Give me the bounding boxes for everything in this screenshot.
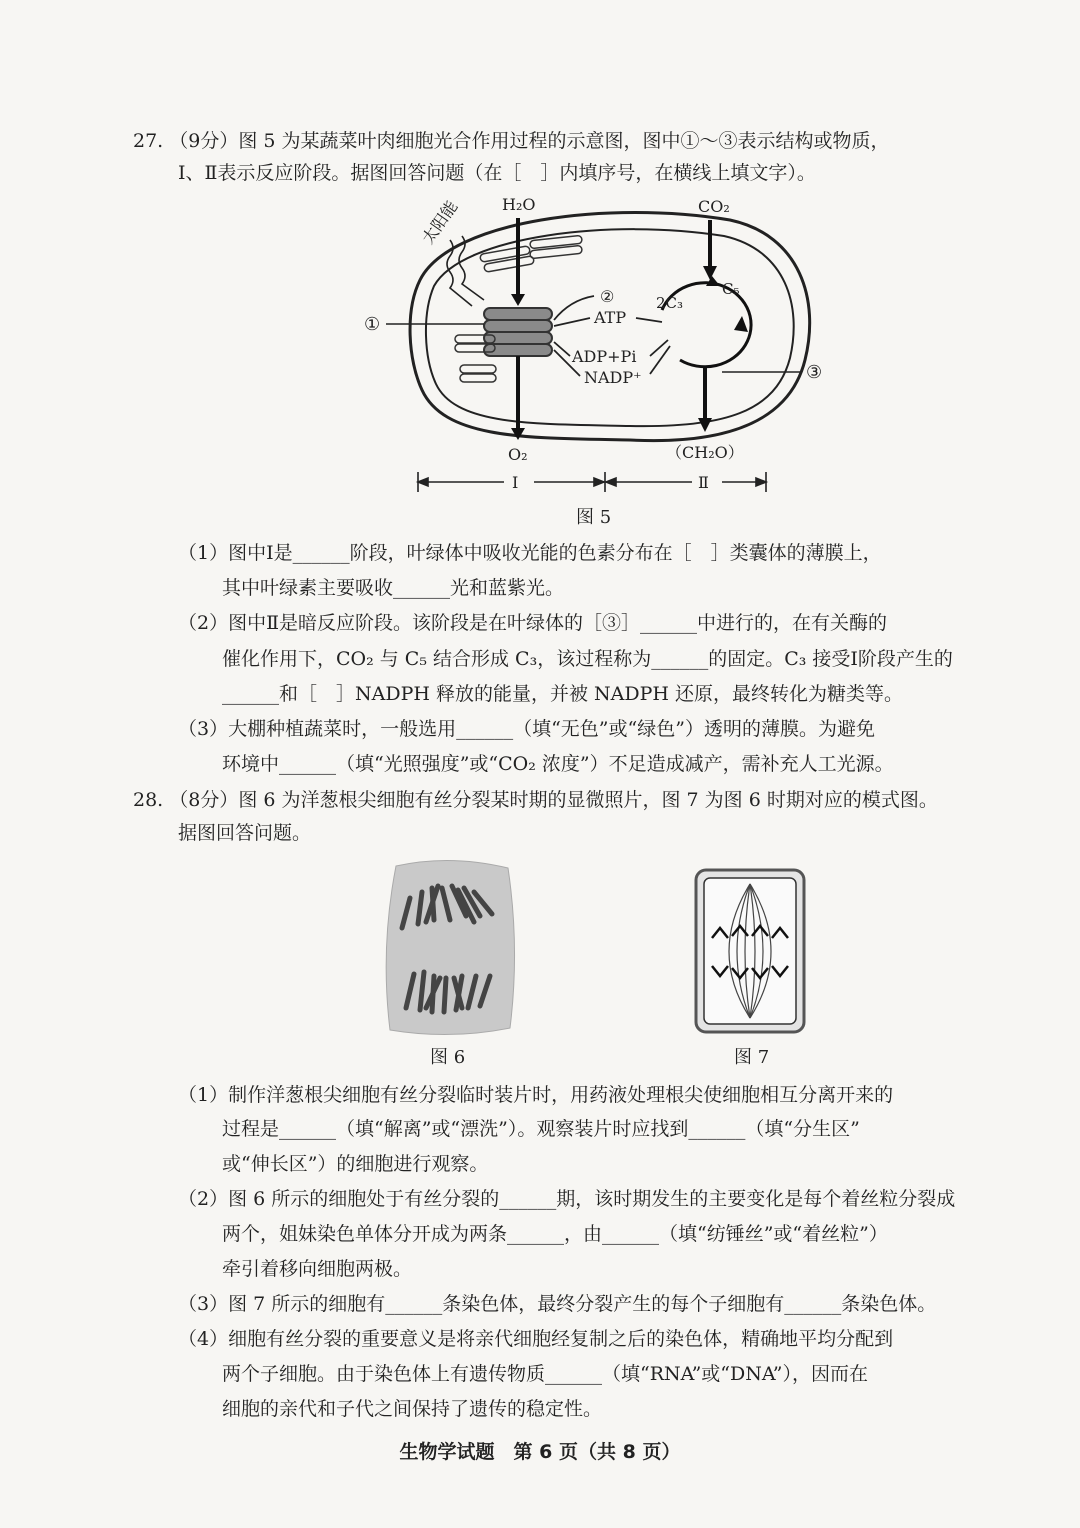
q28-sub2-line2: 两个，姐妹染色单体分开成为两条______，由______（填“纺锤丝”或“着丝粒”） <box>222 1223 888 1245</box>
stage-1-label: Ⅰ <box>512 473 519 492</box>
q27-sub3-line2: 环境中______（填“光照强度”或“CO₂ 浓度”）不足造成减产，需补充人工光源。 <box>222 753 894 775</box>
q27-sub1-line1: （1）图中Ⅰ是______阶段，叶绿体中吸收光能的色素分布在［ ］类囊体的薄膜上， <box>178 542 882 564</box>
q28-stem-line1: 28. （8分）图 6 为洋葱根尖细胞有丝分裂某时期的显微照片，图 7 为图 6 时期对应的模式图。 <box>133 789 938 811</box>
stage-2-label: Ⅱ <box>698 473 709 492</box>
q28-sub4-line1: （4）细胞有丝分裂的重要意义是将亲代细胞经复制之后的染色体，精确地平均分配到 <box>178 1328 894 1350</box>
q28-sub1-line3: 或“伸长区”）的细胞进行观察。 <box>222 1153 489 1175</box>
co2-label: CO₂ <box>698 197 730 216</box>
figure-7-caption: 图 7 <box>734 1047 770 1068</box>
atp-label: ATP <box>594 308 627 327</box>
figure-5-caption: 图 5 <box>576 507 612 528</box>
figure-7-schematic <box>694 868 806 1034</box>
mark-3-stroma: ③ <box>806 362 823 383</box>
q28-sub4-line3: 细胞的亲代和子代之间保持了遗传的稳定性。 <box>222 1398 603 1420</box>
q27-stem-line2: Ⅰ、Ⅱ表示反应阶段。据图回答问题（在［ ］内填序号，在横线上填文字）。 <box>178 162 816 184</box>
q28-sub2-line1: （2）图 6 所示的细胞处于有丝分裂的______期，该时期发生的主要变化是每个着丝粒分裂成 <box>178 1188 956 1210</box>
figure-5-chloroplast-diagram <box>350 190 830 500</box>
q28-sub2-line3: 牵引着移向细胞两极。 <box>222 1258 413 1280</box>
o2-label: O₂ <box>508 445 528 464</box>
c5-label: C₅ <box>722 280 740 298</box>
sunlight-rays <box>447 236 484 306</box>
ch2o-label: （CH₂O） <box>666 443 744 462</box>
figure-6-caption: 图 6 <box>430 1047 466 1068</box>
sun-energy-label: 太阳能 <box>418 197 462 248</box>
h2o-label: H₂O <box>502 195 536 214</box>
page-footer: 生物学试题 第 6 页（共 8 页） <box>399 1441 681 1463</box>
q27-sub1-line2: 其中叶绿素主要吸收______光和蓝紫光。 <box>222 577 565 599</box>
q28-sub3-line1: （3）图 7 所示的细胞有______条染色体，最终分裂产生的每个子细胞有______条染色体。 <box>178 1293 937 1315</box>
stage-bar <box>418 472 766 492</box>
q27-stem-line1: 27. （9分）图 5 为某蔬菜叶肉细胞光合作用过程的示意图，图中①～③表示结构或物质， <box>133 130 890 152</box>
q28-stem-line2: 据图回答问题。 <box>178 822 312 844</box>
c3-label: 2C₃ <box>656 294 684 312</box>
q27-sub2-line3: ______和［ ］NADPH 释放的能量，并被 NADPH 还原，最终转化为糖类等。 <box>222 683 903 705</box>
mark-2: ② <box>600 287 615 306</box>
mark-1-grana: ① <box>364 314 381 335</box>
adp-pi-label: ADP+Pi <box>572 347 637 366</box>
q28-sub1-line1: （1）制作洋葱根尖细胞有丝分裂临时装片时，用药液处理根尖使细胞相互分离开来的 <box>178 1084 894 1106</box>
q27-sub3-line1: （3）大棚种植蔬菜时，一般选用______（填“无色”或“绿色”）透明的薄膜。为避免 <box>178 718 875 740</box>
q28-sub1-line2: 过程是______（填“解离”或“漂洗”）。观察装片时应找到______（填“分生区” <box>222 1118 860 1140</box>
figure-6-micrograph <box>380 858 520 1038</box>
q27-sub2-line2: 催化作用下，CO₂ 与 C₅ 结合形成 C₃，该过程称为______的固定。C₃ 接受Ⅰ阶段产生的 <box>222 648 953 670</box>
q27-sub2-line1: （2）图中Ⅱ是暗反应阶段。该阶段是在叶绿体的［③］______中进行的，在有关酶的 <box>178 612 888 634</box>
nadp-label: NADP⁺ <box>584 368 642 387</box>
q28-sub4-line2: 两个子细胞。由于染色体上有遗传物质______（填“RNA”或“DNA”），因而在 <box>222 1363 869 1385</box>
